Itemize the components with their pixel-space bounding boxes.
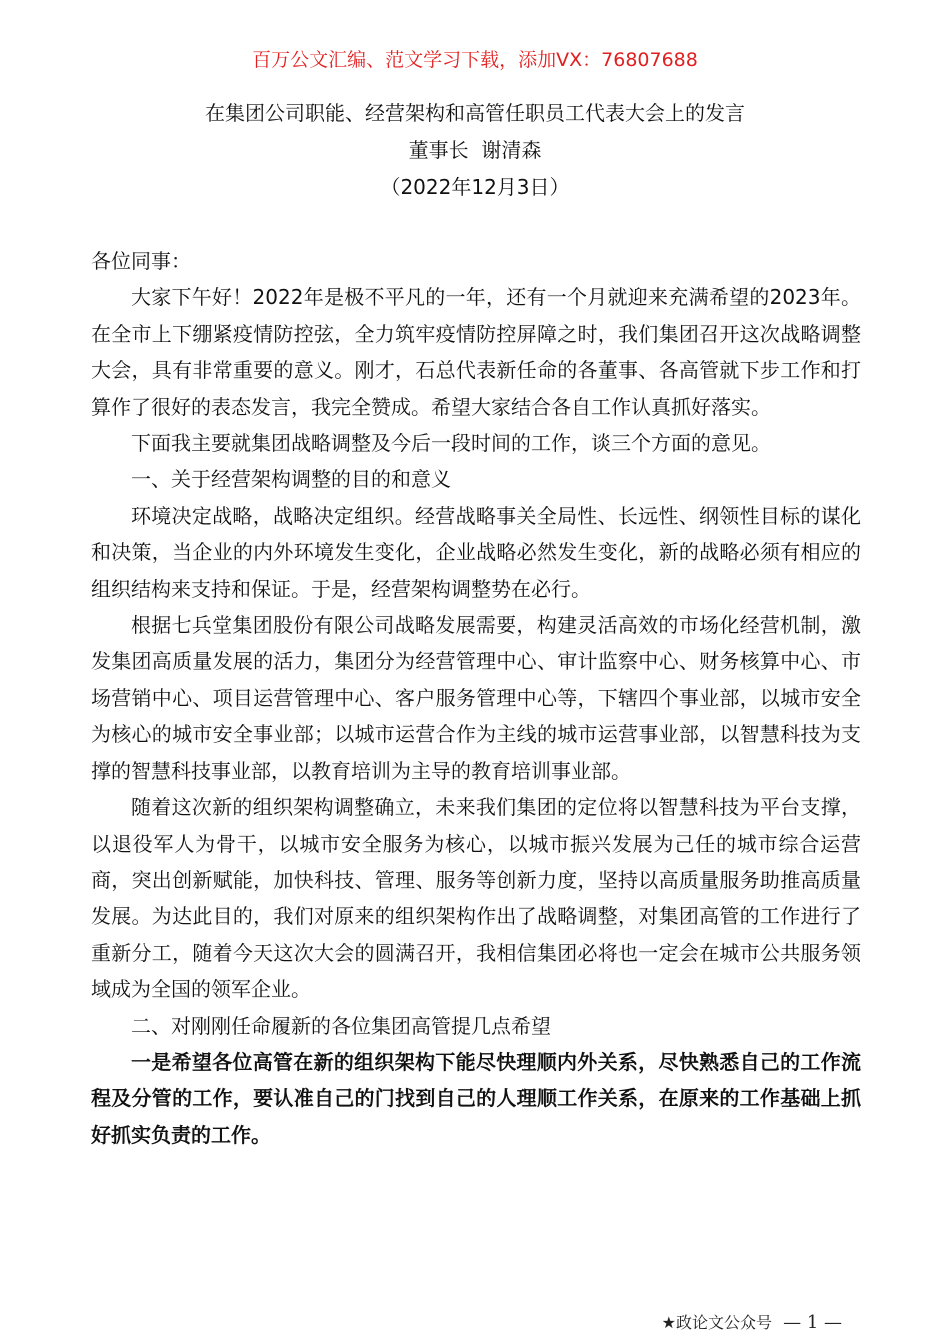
speech-body [91,243,861,1153]
paragraph-intro: 下面我主要就集团战略调整及今后一段时间的工作，谈三个方面的意见。 [131,431,771,456]
paragraph-hope-1: 一是希望各位高管在新的组织架构下能尽快理顺内外关系，尽快熟悉自己的工作流程及分管的工作，要认准自己的门找到自己的人理顺工作关系，在原来的工作基础上抓好抓实负责的工作。 [91,1049,861,1147]
salutation: 各位同事： [91,249,191,273]
promo-banner: 百万公文汇编、范文学习下载，添加VX：76807688 [252,49,698,71]
paragraph-positioning: 随着这次新的组织架构调整确立，未来我们集团的定位将以智慧科技为平台支撑，以退役军人为骨干，以城市安全服务为核心，以城市振兴发展为己任的城市综合运营商，突出创新赋能，加快科技、管理、服务等创新力度，坚持以高质量服务助推高质量发展。为达此目的，我们对原来的组织架构作出了战略调整，对集团高管的工作进行了重新分工，随着今天这次大会的圆满召开，我相信集团必将也一定会在城市公共服务领域成为全国的领军企业。 [91,795,861,1002]
footer-source: ★政论文公众号 [661,1313,772,1332]
section-heading-1: 一、关于经营架构调整的目的和意义 [131,467,451,492]
title-block [0,95,950,206]
speech-date: （2022年12月3日） [380,175,570,199]
speaker-line: 董事长 谢清森 [408,138,542,162]
paragraph-opening: 大家下午好！2022年是极不平凡的一年，还有一个月就迎来充满希望的2023年。在全市上下绷紧疫情防控弦，全力筑牢疫情防控屏障之时，我们集团召开这次战略调整大会，具有非常重要的意义。刚才，石总代表新任命的各董事、各高管就下步工作和打算作了很好的表态发言，我完全赞成。希望大家结合各自工作认真抓好落实。 [91,285,861,419]
paragraph-strategy: 环境决定战略，战略决定组织。经营战略事关全局性、长远性、纲领性目标的谋化和决策，当企业的内外环境发生变化，企业战略必然发生变化，新的战略必须有相应的组织结构来支持和保证。于是，经营架构调整势在必行。 [91,503,861,601]
speech-title: 在集团公司职能、经营架构和高管任职员工代表大会上的发言 [205,101,745,125]
page-footer [662,1311,842,1335]
page-number: — 1 — [783,1312,842,1333]
paragraph-structure: 根据七兵堂集团股份有限公司战略发展需要，构建灵活高效的市场化经营机制，激发集团高质量发展的活力，集团分为经营管理中心、审计监察中心、财务核算中心、市场营销中心、项目运营管理中心、客户服务管理中心等，下辖四个事业部，以城市安全为核心的城市安全事业部；以城市运营合作为主线的城市运营事业部，以智慧科技为支撑的智慧科技事业部，以教育培训为主导的教育培训事业部。 [91,613,861,783]
section-heading-2: 二、对刚刚任命履新的各位集团高管提几点希望 [131,1013,551,1038]
